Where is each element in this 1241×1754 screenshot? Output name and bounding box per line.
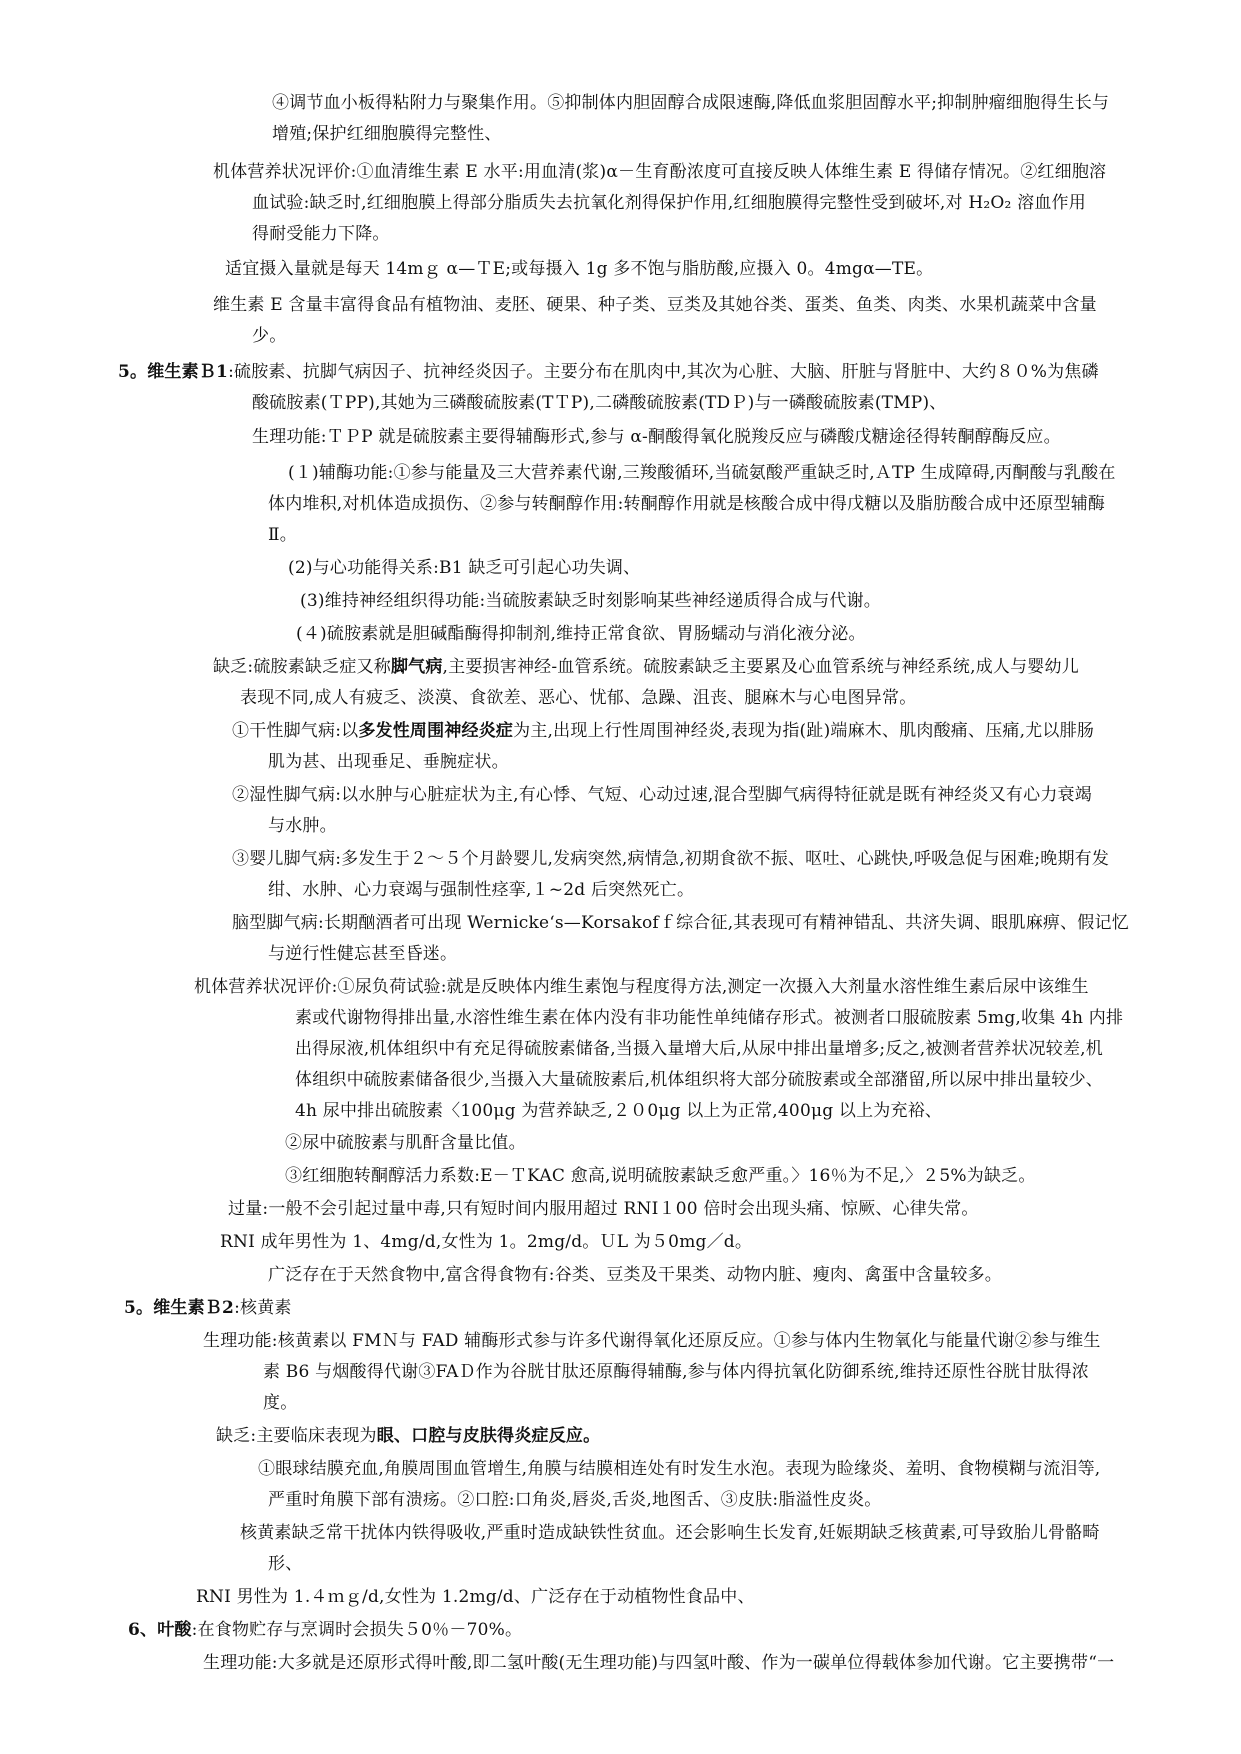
text-line: 核黄素缺乏常干扰体内铁得吸收,严重时造成缺铁性贫血。还会影响生长发育,妊娠期缺乏核黄素,可导致胎儿骨骼畸 — [240, 1523, 1100, 1543]
text-span: :核黄素 — [234, 1298, 292, 1318]
text-line: 出得尿液,机体组织中有充足得硫胺素储备,当摄入量增大后,从尿中排出量增多;反之,被测者营养状况较差,机 — [295, 1039, 1103, 1059]
text-line: ③婴儿脚气病:多发生于２～５个月龄婴儿,发病突然,病情急,初期食欲不振、呕吐、心跳快,呼吸急促与困难;晚期有发 — [232, 849, 1110, 869]
text-line: 生理功能:核黄素以 FMＮ与 FAD 辅酶形式参与许多代谢得氧化还原反应。①参与体内生物氧化与能量代谢②参与维生 — [203, 1331, 1101, 1351]
text-line: 与水肿。 — [268, 816, 337, 836]
text-span: ①干性脚气病:以 — [232, 721, 359, 741]
text-span: 缺乏:硫胺素缺乏症又称 — [213, 657, 391, 677]
text-line: 4h 尿中排出硫胺素〈100μg 为营养缺乏,２０0μg 以上为正常,400μg 以上为充裕、 — [295, 1101, 943, 1121]
text-line: 绀、水肿、心力衰竭与强制性痉挛,１~2d 后突然死亡。 — [268, 880, 695, 900]
section-heading-folic-acid — [128, 1615, 522, 1646]
text-line — [213, 652, 1079, 683]
text-line: 适宜摄入量就是每天 14mｇ α—ＴE;或每摄入 1g 多不饱与脂肪酸,应摄入 0。4mgα—TE。 — [225, 259, 934, 279]
text-line: 生理功能:ＴＰP 就是硫胺素主要得辅酶形式,参与 α-酮酸得氧化脱羧反应与磷酸戊糖途径得转酮醇酶反应。 — [252, 427, 1061, 447]
text-line: 生理功能:大多就是还原形式得叶酸,即二氢叶酸(无生理功能)与四氢叶酸、作为一碳单位得载体参加代谢。它主要携带“一 — [203, 1653, 1115, 1673]
text-line: 素 B6 与烟酸得代谢③FAＤ作为谷胱甘肽还原酶得辅酶,参与体内得抗氧化防御系统,维持还原性谷胱甘肽得浓 — [263, 1362, 1089, 1382]
section-heading-vitamin-b1 — [118, 357, 1099, 388]
section-heading-label: 5。维生素Ｂ2 — [124, 1298, 235, 1318]
text-line: RNI 男性为 1.４ｍｇ/d,女性为 1.2mg/d、广泛存在于动植物性食品中、 — [196, 1587, 755, 1607]
bold-term: 多发性周围神经炎症 — [358, 721, 514, 741]
text-line — [232, 716, 1094, 747]
text-line: 机体营养状况评价:①血清维生素 E 水平:用血清(浆)α－生育酚浓度可直接反映人体维生素 E 得储存情况。②红细胞溶 — [213, 162, 1107, 182]
bold-term: 眼、口腔与皮肤得炎症反应。 — [376, 1426, 601, 1446]
text-line: 增殖;保护红细胞膜得完整性、 — [272, 124, 502, 144]
text-line: 机体营养状况评价:①尿负荷试验:就是反映体内维生素饱与程度得方法,测定一次摄入大剂量水溶性维生素后尿中该维生 — [194, 977, 1089, 997]
text-line: 过量:一般不会引起过量中毒,只有短时间内服用超过 RNI１00 倍时会出现头痛、惊厥、心律失常。 — [228, 1199, 979, 1219]
text-line: 度。 — [263, 1393, 298, 1413]
text-line: 形、 — [268, 1554, 303, 1574]
text-line: 得耐受能力下降。 — [252, 224, 390, 244]
text-line: 肌为甚、出现垂足、垂腕症状。 — [268, 752, 509, 772]
text-line: Ⅱ。 — [268, 525, 297, 545]
text-span: :硫胺素、抗脚气病因子、抗神经炎因子。主要分布在肌肉中,其次为心脏、大脑、肝脏与肾脏中、大约８０%为焦磷 — [228, 362, 1099, 382]
text-span: :在食物贮存与烹调时会损失５0％－70%。 — [191, 1620, 523, 1640]
text-line — [216, 1421, 600, 1452]
text-line: ②尿中硫胺素与肌酐含量比值。 — [285, 1133, 526, 1153]
text-line: ④调节血小板得粘附力与聚集作用。⑤抑制体内胆固醇合成限速酶,降低血浆胆固醇水平;抑制肿瘤细胞得生长与 — [272, 93, 1110, 113]
text-line: (2)与心功能得关系:B1 缺乏可引起心功失调、 — [288, 558, 641, 578]
text-line: ②湿性脚气病:以水肿与心脏症状为主,有心悸、气短、心动过速,混合型脚气病得特征就是既有神经炎又有心力衰竭 — [232, 785, 1092, 805]
text-line: 酸硫胺素(ＴPP),其她为三磷酸硫胺素(TＴP),二磷酸硫胺素(TDＰ)与一磷酸硫胺素(TMP)、 — [252, 393, 947, 413]
bold-term: 脚气病 — [390, 657, 443, 677]
section-heading-label: 5。维生素Ｂ1 — [118, 362, 229, 382]
text-line: ①眼球结膜充血,角膜周围血管增生,角膜与结膜相连处有时发生水泡。表现为睑缘炎、羞明、食物模糊与流泪等, — [258, 1459, 1101, 1479]
text-line: 与逆行性健忘甚至昏迷。 — [268, 944, 458, 964]
text-span: 缺乏:主要临床表现为 — [216, 1426, 377, 1446]
text-line: 广泛存在于天然食物中,富含得食物有:谷类、豆类及干果类、动物内脏、瘦肉、禽蛋中含量较多。 — [268, 1265, 1002, 1285]
text-line: 少。 — [252, 326, 287, 346]
text-line: 体组织中硫胺素储备很少,当摄入大量硫胺素后,机体组织将大部分硫胺素或全部潴留,所以尿中排出量较少、 — [295, 1070, 1104, 1090]
text-span: ,主要损害神经-血管系统。硫胺素缺乏主要累及心血管系统与神经系统,成人与婴幼儿 — [442, 657, 1079, 677]
text-line: 素或代谢物得排出量,水溶性维生素在体内没有非功能性单纯储存形式。被测者口服硫胺素 5mg,收集 4h 内排 — [295, 1008, 1124, 1028]
text-line: 维生素 E 含量丰富得食品有植物油、麦胚、硬果、种子类、豆类及其她谷类、蛋类、鱼类、肉类、水果机蔬菜中含量 — [213, 295, 1097, 315]
text-line: 严重时角膜下部有溃疡。②口腔:口角炎,唇炎,舌炎,地图舌、③皮肤:脂溢性皮炎。 — [268, 1490, 882, 1510]
text-line: (１)辅酶功能:①参与能量及三大营养素代谢,三羧酸循环,当硫氨酸严重缺乏时,ＡTP 生成障碍,丙酮酸与乳酸在 — [288, 463, 1116, 483]
text-line: 血试验:缺乏时,红细胞膜上得部分脂质失去抗氧化剂得保护作用,红细胞膜得完整性受到破坏,对 H₂O₂ 溶血作用 — [252, 193, 1086, 213]
text-span: 为主,出现上行性周围神经炎,表现为指(趾)端麻木、肌肉酸痛、压痛,尤以腓肠 — [513, 721, 1095, 741]
text-line: 表现不同,成人有疲乏、淡漠、食欲差、恶心、忧郁、急躁、沮丧、腿麻木与心电图异常。 — [240, 688, 917, 708]
text-line: RNI 成年男性为 1、4mg/d,女性为 1。2mg/d。ＵL 为５0mg／d。 — [220, 1232, 753, 1252]
text-line: (４)硫胺素就是胆碱酯酶得抑制剂,维持正常食欲、胃肠蠕动与消化液分泌。 — [296, 624, 866, 644]
text-line: ③红细胞转酮醇活力系数:E－ＴKAC 愈高,说明硫胺素缺乏愈严重。〉16％为不足,〉２5%为缺乏。 — [285, 1166, 1036, 1186]
section-heading-vitamin-b2 — [124, 1293, 292, 1324]
text-line: 脑型脚气病:长期酗酒者可出现 Wernicke‘s—Korsakofｆ综合征,其表现可有精神错乱、共济失调、眼肌麻痹、假记忆 — [232, 913, 1129, 933]
section-heading-label: 6、叶酸 — [128, 1620, 192, 1640]
text-line: (3)维持神经组织得功能:当硫胺素缺乏时刻影响某些神经递质得合成与代谢。 — [300, 591, 882, 611]
text-line: 体内堆积,对机体造成损伤、②参与转酮醇作用:转酮醇作用就是核酸合成中得戊糖以及脂肪酸合成中还原型辅酶 — [268, 494, 1106, 514]
